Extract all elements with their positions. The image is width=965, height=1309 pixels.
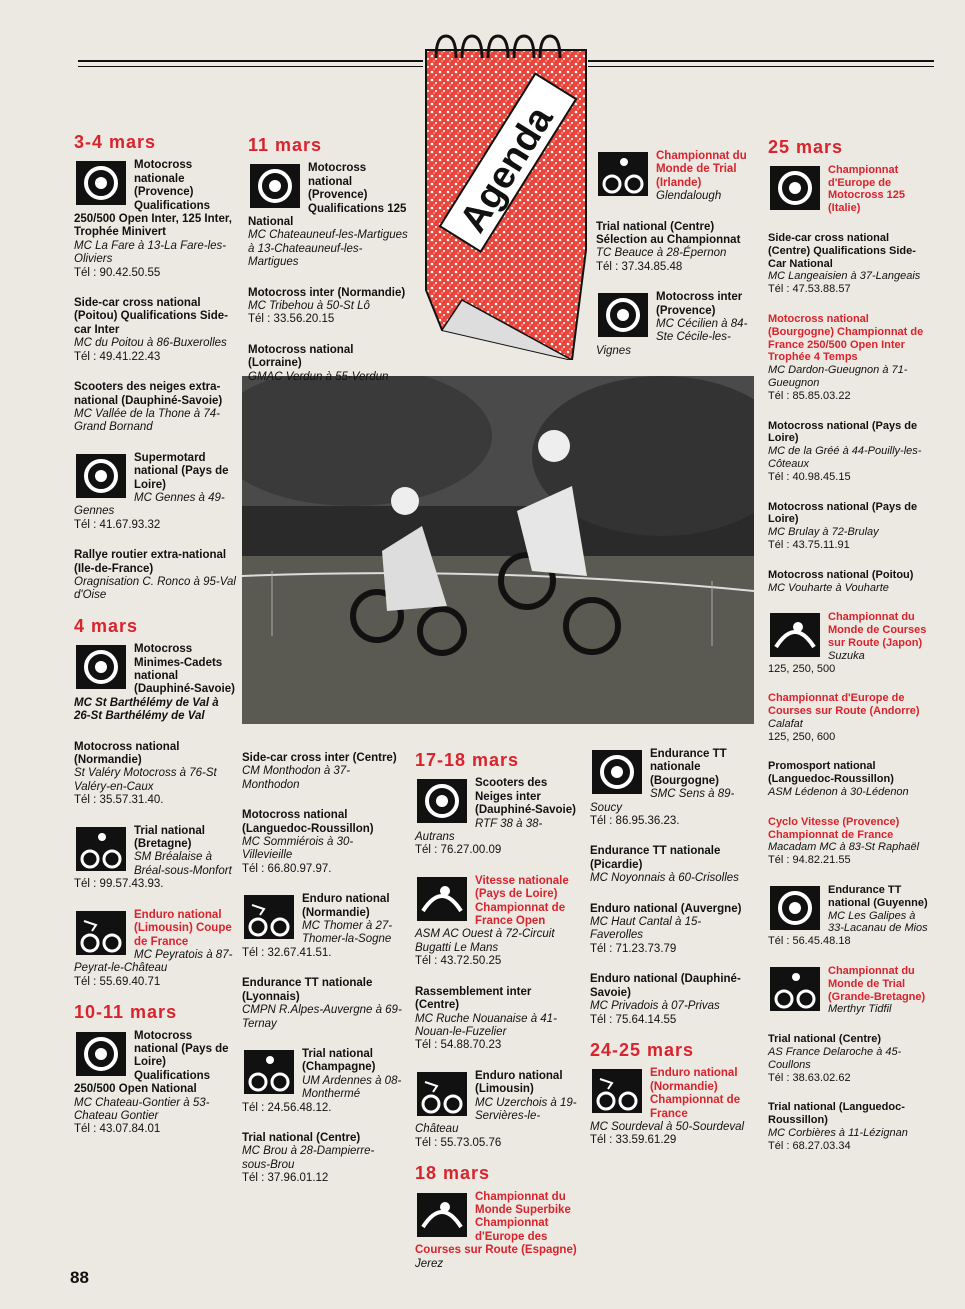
event-club: MC Vallée de la Thone à 74-Grand Bornand [74, 407, 220, 434]
event [590, 903, 750, 957]
motocross-icon [770, 166, 820, 210]
event-tel: Tél : 55.73.05.76 [415, 1136, 502, 1149]
column-4 [590, 748, 750, 1165]
event [590, 973, 750, 1027]
event [248, 162, 410, 269]
event-title: Motocross inter (Normandie) [248, 286, 406, 299]
road-racing-icon [770, 613, 820, 657]
event [415, 875, 577, 969]
event-title: Side-car cross national (Poitou) Qualifications Side-car Inter [74, 297, 228, 336]
event [596, 150, 756, 204]
trial-icon [770, 967, 820, 1011]
top-rule-right-2 [588, 66, 934, 67]
event [242, 752, 402, 792]
event-title: Trial national (Bretagne) [134, 824, 205, 851]
event-tel: Tél : 41.67.93.32 [74, 518, 161, 531]
event-title: Motocross inter (Provence) [656, 291, 743, 317]
event-club: MC Langeaisien à 37-Langeais [768, 270, 921, 283]
event-club: RTF 38 à 38-Autrans [415, 817, 543, 844]
column-3-top [596, 150, 756, 375]
event-title: Side-car cross national (Centre) Qualifications Side-Car National [768, 231, 916, 270]
event [415, 1070, 577, 1150]
event-tel: Tél : 38.63.02.62 [768, 1071, 851, 1084]
event-club: MC Gennes à 49-Gennes [74, 491, 225, 518]
event [242, 977, 402, 1031]
event-club: CMPN R.Alpes-Auvergne à 69-Ternay [242, 1004, 402, 1030]
event-title: Vitesse nationale (Pays de Loire) Championnat de France Open [475, 874, 569, 928]
event [768, 569, 930, 595]
event-title: Scooters des neiges extra-national (Dauphiné-Savoie) [74, 381, 223, 407]
date-heading: 25 mars [768, 137, 844, 157]
event-title: Enduro national (Normandie) Championnat de France [650, 1067, 741, 1120]
motocross-photo [242, 376, 754, 724]
event-classes: 125, 250, 500 [768, 662, 836, 675]
event-tel: Tél : 33.59.61.29 [590, 1134, 677, 1147]
event-title: Promosport national (Languedoc-Roussillon) [768, 760, 894, 786]
event [768, 884, 930, 948]
event-club: MC La Fare à 13-La Fare-les-Oliviers [74, 239, 227, 266]
top-rule-left [78, 60, 423, 62]
event-tel: Tél : 35.57.31.40. [74, 794, 164, 807]
event [596, 221, 756, 275]
motocross-icon [250, 164, 300, 208]
event-title: Motocross national (Lorraine) [248, 343, 354, 370]
event-tel: Tél : 24.56.48.12. [242, 1101, 332, 1114]
event-tel: Tél : 54.88.70.23 [415, 1039, 502, 1052]
event-title: Trial national (Champagne) [302, 1047, 376, 1074]
motocross-icon [76, 454, 126, 498]
event-title: Motocross national (Normandie) [74, 740, 180, 767]
motocross-icon [76, 645, 126, 689]
event-club: MC Sourdeval à 50-Sourdeval [590, 1120, 745, 1133]
event-title: Championnat du Monde Superbike Championnat d'Europe des Courses sur Route (Espagne) [415, 1190, 577, 1257]
date-heading: 24-25 mars [590, 1039, 695, 1060]
event-club: SM Bréalaise à Bréal-sous-Monfort [134, 851, 232, 877]
event-club: MC Thomer à 27-Thomer-la-Sogne [302, 920, 393, 946]
event [768, 420, 930, 484]
event-title: Motocross national (Languedoc-Roussillon) [242, 809, 374, 835]
event-tel: Tél : 43.75.11.91 [768, 538, 850, 551]
event-title: Championnat du Monde de Trial (Irlande) [656, 150, 747, 189]
event-club: SMC Sens à 89-Soucy [590, 788, 735, 814]
event-club: MC Uzerchois à 19-Servières-le-Château [415, 1096, 577, 1136]
event-title: Motocross national (Pays de Loire) Qualifications 250/500 Open National [74, 1029, 229, 1096]
enduro-icon [417, 1072, 467, 1116]
event-title: Scooters des Neiges inter (Dauphiné-Savoie) [475, 777, 576, 817]
column-2 [248, 133, 410, 401]
event-club: TC Beauce à 28-Épernon [596, 247, 727, 260]
event-tel: Tél : 68.27.03.34 [768, 1139, 851, 1152]
event-title: Endurance TT nationale (Lyonnais) [242, 977, 373, 1003]
event-title: Rassemblement inter (Centre) [415, 985, 532, 1012]
event-title: Motocross nationale (Provence) Qualifications 250/500 Open Inter, 125 Inter, Trophée Minivert [74, 159, 232, 239]
event [74, 741, 236, 808]
event-club: MC Brou à 28-Dampierre-sous-Brou [242, 1145, 375, 1171]
event [768, 313, 930, 403]
event-club: MC Haut Cantal à 15-Faverolles [590, 916, 702, 942]
event-title: Motocross national (Pays de Loire) [768, 500, 918, 526]
trial-icon [244, 1050, 294, 1094]
event-tel: Tél : 75.64.14.55 [590, 1013, 677, 1026]
enduro-icon [244, 895, 294, 939]
event-club: GMAC Verdun à 55-Verdun [248, 370, 389, 383]
event [768, 816, 930, 867]
event [596, 291, 756, 358]
event-tel: Tél : 55.69.40.71 [74, 975, 161, 988]
event-title: Trial national (Centre) Sélection au Championnat [596, 220, 741, 247]
event-title: Trial national (Centre) [242, 1131, 361, 1144]
event-title: Enduro national (Dauphiné-Savoie) [590, 973, 741, 999]
column-3-lower [415, 748, 577, 1288]
event-club: MC Chateauneuf-les-Martigues à 13-Chateauneuf-les-Martigues [248, 229, 408, 269]
event-club: MC Corbières à 11-Lézignan [768, 1127, 908, 1140]
event [74, 452, 236, 532]
page-number: 88 [70, 1268, 89, 1287]
event-club: CM Monthodon à 37-Monthodon [242, 765, 351, 791]
road-racing-icon [417, 1193, 467, 1237]
motocross-icon [592, 750, 642, 794]
event-club: ASM AC Ouest à 72-Circuit Bugatti Le Mans [415, 928, 555, 954]
event-tel: Tél : 86.95.36.23. [590, 815, 680, 828]
event-club: MC Privadois à 07-Privas [590, 1000, 720, 1013]
event-tel: Tél : 94.82.21.55 [768, 854, 851, 867]
event [590, 748, 750, 828]
event [74, 909, 236, 989]
event-club: MC Brulay à 72-Brulay [768, 526, 879, 539]
column-2-lower [242, 752, 402, 1203]
event [74, 643, 236, 723]
date-heading: 18 mars [415, 1163, 491, 1184]
event-title: Motocross national (Poitou) [768, 568, 914, 581]
motocross-icon [598, 293, 648, 337]
event-club: St Valéry Motocross à 76-St Valéry-en-Caux [74, 767, 217, 793]
event [768, 965, 930, 1016]
event [768, 164, 930, 215]
event-title: Enduro national (Auvergne) [590, 902, 742, 915]
event-tel: Tél : 43.07.84.01 [74, 1123, 161, 1136]
date-heading: 11 mars [248, 135, 323, 155]
event-tel: Tél : 85.85.03.22 [768, 389, 851, 402]
motocross-icon [76, 161, 126, 205]
event-title: Cyclo Vitesse (Provence) Championnat de France [768, 815, 900, 841]
event-club: MC Noyonnais à 60-Crisolles [590, 872, 739, 885]
event-title: Trial national (Languedoc-Roussillon) [768, 1101, 905, 1127]
top-rule-right [588, 60, 934, 62]
event [768, 1033, 930, 1084]
event-club: MC Dardon-Gueugnon à 71-Gueugnon [768, 364, 908, 389]
event-tel: Tél : 32.67.41.51. [242, 946, 332, 959]
event [74, 297, 236, 364]
motocross-icon [770, 886, 820, 930]
event [74, 1030, 236, 1137]
event [768, 692, 930, 743]
event [74, 549, 236, 603]
event [415, 777, 577, 857]
event-title: Championnat d'Europe de Courses sur Route (Andorre) [768, 692, 920, 718]
event [74, 825, 236, 892]
event-club: MC Tribehou à 50-St Lô [248, 300, 370, 313]
event [242, 1048, 402, 1115]
agenda-notepad [422, 30, 590, 360]
event-tel: Tél : 43.72.50.25 [415, 955, 502, 968]
trial-icon [598, 152, 648, 196]
event-title: Supermotard national (Pays de Loire) [134, 451, 229, 491]
event [242, 809, 402, 876]
event-tel: Tél : 40.98.45.15 [768, 470, 851, 483]
event [768, 1101, 930, 1152]
date-heading: 10-11 mars [74, 1002, 178, 1023]
event [74, 159, 236, 280]
event-title: Enduro national (Limousin) [475, 1069, 563, 1096]
event-club: MC Ruche Nouanaise à 41-Nouan-le-Fuzelier [415, 1012, 557, 1038]
date-heading: 3-4 mars [74, 132, 157, 152]
event [415, 1191, 577, 1271]
event-tel: Tél : 71.23.73.79 [590, 942, 677, 955]
event-club: UM Ardennes à 08-Monthermé [302, 1074, 402, 1101]
event-club: Oragnisation C. Ronco à 95-Val d'Oise [74, 575, 236, 602]
event-title: Motocross Minimes-Cadets national (Dauphiné-Savoie) [134, 643, 235, 696]
event-tel: Tél : 56.45.48.18 [768, 935, 851, 948]
event [248, 287, 410, 327]
enduro-icon [592, 1069, 642, 1113]
event [590, 845, 750, 885]
agenda-title: Agenda [452, 99, 562, 240]
event-title: Rallye routier extra-national (Ile-de-France) [74, 549, 227, 575]
event [248, 344, 410, 384]
event-club: ASM Lédenon à 30-Lédenon [768, 786, 909, 799]
event-club: AS France Delaroche à 45-Coullons [768, 1046, 902, 1071]
event-club: MC Sommiérois à 30-Villevieille [242, 836, 354, 862]
enduro-icon [76, 911, 126, 955]
event-title: Endurance TT nationale (Picardie) [590, 845, 721, 871]
event-club: MC Cécilien à 84-Ste Cécile-les-Vignes [596, 318, 748, 357]
column-1 [74, 130, 236, 1154]
date-heading: 17-18 mars [415, 750, 520, 770]
event [768, 232, 930, 296]
event-title: Enduro national (Limousin) Coupe de France [134, 908, 232, 948]
event-title: Championnat du Monde de Courses sur Route (Japon) [828, 611, 927, 649]
event-club: MC du Poitou à 86-Buxerolles [74, 337, 227, 350]
motocross-icon [76, 1032, 126, 1076]
event-title: Endurance TT national (Guyenne) [828, 884, 928, 909]
event-club: MC St Barthélémy de Val à 26-St Barthélémy de Val [74, 696, 219, 723]
top-rule-left-2 [78, 66, 423, 67]
event-title: Motocross national (Provence) Qualifications 125 National [248, 162, 407, 229]
event-tel: Tél : 90.42.50.55 [74, 266, 161, 279]
event-tel: Tél : 33.56.20.15 [248, 313, 335, 326]
road-racing-icon [417, 877, 467, 921]
event [74, 381, 236, 435]
event-title: Side-car cross inter (Centre) [242, 752, 397, 764]
event-tel: Tél : 49.41.22.43 [74, 350, 161, 363]
event [768, 501, 930, 552]
event-club: MC Peyratois à 87-Peyrat-le-Château [74, 948, 233, 975]
trial-icon [76, 827, 126, 871]
motocross-icon [417, 779, 467, 823]
event-title: Endurance TT nationale (Bourgogne) [650, 748, 727, 787]
event-title: Motocross national (Pays de Loire) [768, 419, 918, 445]
event [242, 1132, 402, 1186]
event-title: Enduro national (Normandie) [302, 893, 390, 919]
event-club: MC de la Gréé à 44-Pouilly-les-Côteaux [768, 445, 922, 470]
event-club: MC Les Galipes à 33-Lacanau de Mios [828, 909, 928, 935]
event-title: Motocross national (Bourgogne) Championnat de France 250/500 Open Inter Trophée 4 Temps [768, 312, 924, 364]
event [590, 1067, 750, 1147]
date-heading: 4 mars [74, 615, 139, 636]
event-tel: Tél : 76.27.00.09 [415, 844, 502, 857]
event-classes: 125, 250, 600 [768, 730, 836, 743]
event-tel: Tél : 99.57.43.93. [74, 878, 164, 891]
event-club: Suzuka [828, 649, 865, 662]
event-tel: Tél : 37.96.01.12 [242, 1172, 329, 1185]
event [415, 986, 577, 1053]
event [242, 893, 402, 960]
event-tel: Tél : 37.34.85.48 [596, 260, 683, 273]
event [768, 760, 930, 798]
event-club: Glendalough [656, 190, 722, 203]
event-title: Championnat du Monde de Trial (Grande-Bretagne) [828, 965, 926, 1003]
event-club: Jerez [415, 1257, 444, 1270]
column-5 [768, 135, 930, 1170]
event-club: MC Chateau-Gontier à 53-Chateau Gontier [74, 1096, 210, 1122]
event-club: MC Vouharte à Vouharte [768, 581, 889, 594]
event-club: Calafat [768, 717, 803, 730]
event-tel: Tél : 66.80.97.97. [242, 862, 332, 875]
event-club: Merthyr Tidfil [828, 1003, 892, 1016]
event [768, 611, 930, 675]
event-title: Trial national (Centre) [768, 1033, 882, 1046]
event-club: Macadam MC à 83-St Raphaël [768, 841, 920, 854]
event-title: Championnat d'Europe de Motocross 125 (Italie) [828, 163, 906, 215]
event-tel: Tél : 47.53.88.57 [768, 283, 851, 296]
